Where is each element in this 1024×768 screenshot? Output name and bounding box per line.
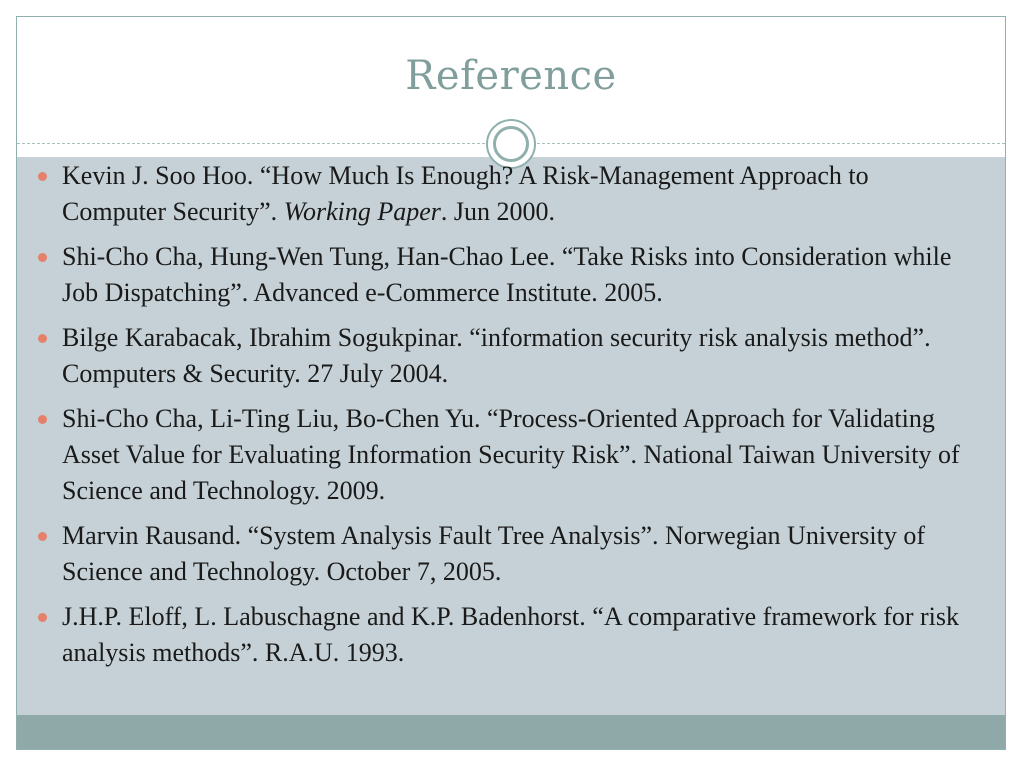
bullet-icon [38,172,47,181]
reference-text-end: . Jun 2000. [440,197,556,226]
reference-item [38,320,968,392]
reference-text: J.H.P. Eloff, L. Labuschagne and K.P. Badenhorst. “A comparative framework for risk analysis methods”. R.A.U. 1993. [62,602,960,667]
reference-text: Bilge Karabacak, Ibrahim Sogukpinar. “information security risk analysis method”. Computers & Security. 27 July 2004. [62,323,931,388]
footer-bar [17,715,1005,749]
reference-item [38,401,968,509]
bullet-icon [38,334,47,343]
reference-text: Kevin J. Soo Hoo. “How Much Is Enough? A Risk-Management Approach to Computer Security”. [62,161,869,226]
reference-item [38,158,968,230]
reference-list [38,158,968,680]
bullet-icon [38,532,47,541]
slide-title: Reference [405,53,617,99]
reference-item [38,599,968,671]
bullet-icon [38,613,47,622]
reference-item [38,518,968,590]
reference-italic-text: Working Paper [283,197,441,226]
reference-item [38,239,968,311]
bullet-icon [38,415,47,424]
reference-text: Shi-Cho Cha, Hung-Wen Tung, Han-Chao Lee. “Take Risks into Consideration while Job Dispatching”. Advanced e-Commerce Institute. 2005. [62,242,952,307]
bullet-icon [38,253,47,262]
reference-text: Shi-Cho Cha, Li-Ting Liu, Bo-Chen Yu. “Process-Oriented Approach for Validating Asset Value for Evaluating Information Security Risk”. National Taiwan University of Science and Technology. 2009. [62,404,960,505]
reference-text: Marvin Rausand. “System Analysis Fault Tree Analysis”. Norwegian University of Science and Technology. October 7, 2005. [62,521,925,586]
